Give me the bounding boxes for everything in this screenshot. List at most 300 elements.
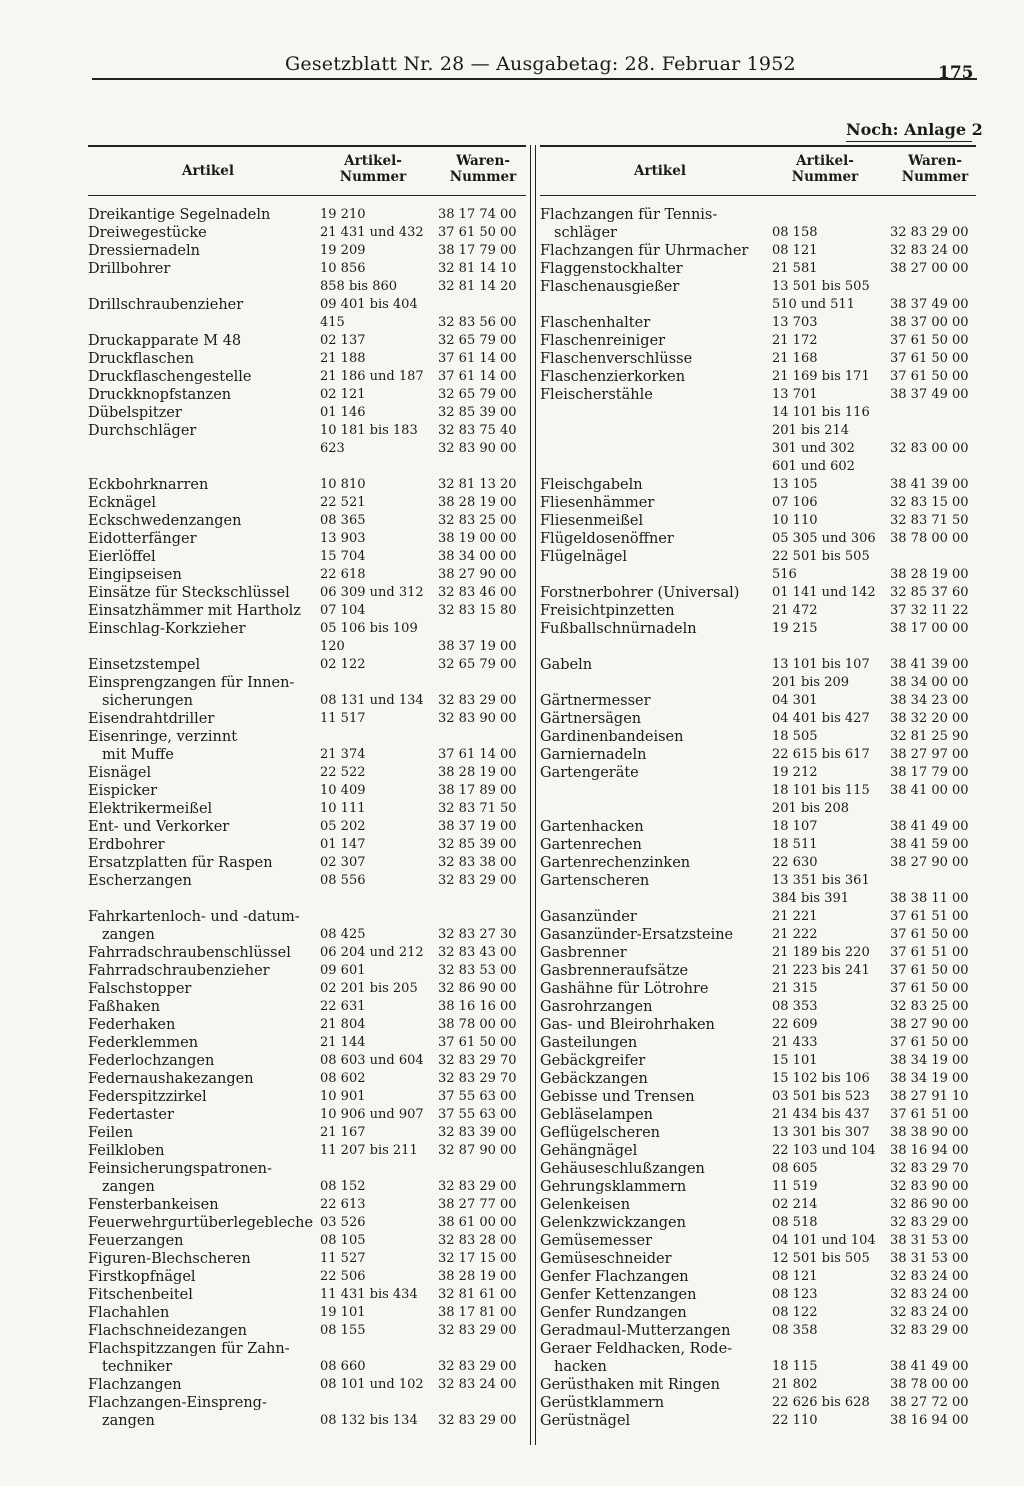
artikel-nummer-cell: 19 209 xyxy=(320,243,366,258)
artikel-nummer-cell: 18 115 xyxy=(772,1359,818,1374)
artikel-cell: Ent- und Verkorker xyxy=(88,819,230,835)
artikel-cell: Gartengeräte xyxy=(540,765,639,781)
artikel-nummer-cell: 09 401 bis 404 xyxy=(320,297,418,312)
table-row xyxy=(540,566,976,584)
artikel-cell: Feinsicherungspatronen- xyxy=(88,1161,272,1177)
table-row xyxy=(540,1070,976,1088)
artikel-cell: Garniernadeln xyxy=(540,747,647,763)
artikel-cell: Drillschraubenzieher xyxy=(88,297,244,313)
artikel-cell: Forstnerbohrer (Universal) xyxy=(540,585,740,601)
table-header xyxy=(540,145,976,196)
table-row xyxy=(88,1232,526,1250)
artikel-nummer-cell: 21 144 xyxy=(320,1035,366,1050)
artikel-cell: Federklemmen xyxy=(88,1035,199,1051)
table-row xyxy=(540,584,976,602)
waren-nummer-cell: 32 83 29 70 xyxy=(438,1053,517,1068)
artikel-cell: Genfer Kettenzangen xyxy=(540,1287,697,1303)
artikel-cell: Gelenkzwickzangen xyxy=(540,1215,686,1231)
table-row xyxy=(540,1016,976,1034)
table-row xyxy=(88,1070,526,1088)
waren-nummer-cell: 38 16 94 00 xyxy=(890,1143,969,1158)
page-header-title: Gesetzblatt Nr. 28 — Ausgabetag: 28. Februar 1952 xyxy=(285,53,796,75)
left-table xyxy=(88,145,526,1430)
artikel-cell: Einsatzhämmer mit Hartholz xyxy=(88,603,301,619)
artikel-nummer-cell: 623 xyxy=(320,441,345,456)
table-row xyxy=(540,728,976,746)
artikel-nummer-cell: 08 353 xyxy=(772,999,818,1014)
table-row xyxy=(88,1142,526,1160)
waren-nummer-cell: 38 37 19 00 xyxy=(438,819,517,834)
artikel-nummer-cell: 13 501 bis 505 xyxy=(772,279,870,294)
header-artikel: Artikel xyxy=(633,163,687,179)
artikel-nummer-cell: 10 409 xyxy=(320,783,366,798)
artikel-nummer-cell: 19 210 xyxy=(320,207,366,222)
artikel-nummer-cell: 510 und 511 xyxy=(772,297,855,312)
artikel-cell: Feuerzangen xyxy=(88,1233,184,1249)
waren-nummer-cell: 38 78 00 00 xyxy=(438,1017,517,1032)
artikel-nummer-cell: 21 433 xyxy=(772,1035,818,1050)
table-header xyxy=(88,145,526,196)
artikel-nummer-cell: 13 703 xyxy=(772,315,818,330)
artikel-nummer-cell: 21 222 xyxy=(772,927,818,942)
waren-nummer-cell: 38 27 97 00 xyxy=(890,747,969,762)
artikel-cell: Dressiernadeln xyxy=(88,243,200,259)
waren-nummer-cell: 38 19 00 00 xyxy=(438,531,517,546)
artikel-nummer-cell: 08 556 xyxy=(320,873,366,888)
artikel-nummer-cell: 21 221 xyxy=(772,909,818,924)
table-row xyxy=(88,476,526,494)
artikel-cell: Geraer Feldhacken, Rode- xyxy=(540,1341,733,1357)
artikel-nummer-cell: 04 101 und 104 xyxy=(772,1233,876,1248)
artikel-nummer-cell: 04 301 xyxy=(772,693,818,708)
artikel-cell: Flaschenreiniger xyxy=(540,333,666,349)
waren-nummer-cell: 38 16 16 00 xyxy=(438,999,517,1014)
artikel-nummer-cell: 06 204 und 212 xyxy=(320,945,424,960)
artikel-nummer-cell: 516 xyxy=(772,567,797,582)
table-row xyxy=(88,1106,526,1124)
waren-nummer-cell: 32 83 90 00 xyxy=(438,711,517,726)
table-row xyxy=(540,1322,976,1340)
waren-nummer-cell: 32 83 90 00 xyxy=(890,1179,969,1194)
artikel-nummer-cell: 21 804 xyxy=(320,1017,366,1032)
waren-nummer-cell: 32 83 29 00 xyxy=(890,1215,969,1230)
waren-nummer-cell: 37 61 50 00 xyxy=(890,927,969,942)
artikel-nummer-cell: 19 212 xyxy=(772,765,818,780)
artikel-cell: Flachahlen xyxy=(88,1305,170,1321)
waren-nummer-cell: 38 28 19 00 xyxy=(438,495,517,510)
artikel-nummer-cell: 10 111 xyxy=(320,801,366,816)
artikel-nummer-cell: 22 506 xyxy=(320,1269,366,1284)
artikel-cell: Genfer Flachzangen xyxy=(540,1269,689,1285)
waren-nummer-cell: 38 27 91 10 xyxy=(890,1089,969,1104)
artikel-cell: Gasbrenner xyxy=(540,945,627,961)
artikel-cell: Gebäckgreifer xyxy=(540,1053,646,1069)
artikel-cell: Gehrungsklammern xyxy=(540,1179,687,1195)
waren-nummer-cell: 37 61 50 00 xyxy=(890,963,969,978)
table-row xyxy=(88,1034,526,1052)
artikel-nummer-cell: 08 518 xyxy=(772,1215,818,1230)
artikel-nummer-cell: 08 121 xyxy=(772,1269,818,1284)
table-row xyxy=(88,656,526,674)
table-row xyxy=(88,1124,526,1142)
waren-nummer-cell: 38 41 49 00 xyxy=(890,819,969,834)
table-row xyxy=(540,1250,976,1268)
artikel-cell: Dreiwegestücke xyxy=(88,225,207,241)
waren-nummer-cell: 32 83 71 50 xyxy=(890,513,969,528)
artikel-cell: Flaschenzierkorken xyxy=(540,369,686,385)
artikel-nummer-cell: 09 601 xyxy=(320,963,366,978)
artikel-cell: Feilkloben xyxy=(88,1143,165,1159)
artikel-nummer-cell: 05 305 und 306 xyxy=(772,531,876,546)
table-row xyxy=(540,782,976,800)
artikel-cell: Eispicker xyxy=(88,783,158,799)
waren-nummer-cell: 38 37 00 00 xyxy=(890,315,969,330)
waren-nummer-cell: 32 83 25 00 xyxy=(890,999,969,1014)
waren-nummer-cell: 32 83 90 00 xyxy=(438,441,517,456)
artikel-cell: Flachzangen für Tennis- xyxy=(540,207,718,223)
header-artikel: Artikel xyxy=(181,163,235,179)
waren-nummer-cell: 32 87 90 00 xyxy=(438,1143,517,1158)
waren-nummer-cell: 37 61 50 00 xyxy=(438,1035,517,1050)
waren-nummer-cell: 32 83 75 40 xyxy=(438,423,517,438)
header-artikel-nummer: Artikel- Nummer xyxy=(339,153,407,185)
table-row xyxy=(540,944,976,962)
artikel-nummer-cell: 201 bis 214 xyxy=(772,423,850,438)
artikel-cell: Gartenrechenzinken xyxy=(540,855,691,871)
waren-nummer-cell: 32 81 14 20 xyxy=(438,279,517,294)
table-row xyxy=(540,1232,976,1250)
waren-nummer-cell: 32 81 61 00 xyxy=(438,1287,517,1302)
artikel-cell: Flaggenstockhalter xyxy=(540,261,683,277)
waren-nummer-cell: 38 34 23 00 xyxy=(890,693,969,708)
table-row xyxy=(540,908,976,926)
artikel-nummer-cell: 08 605 xyxy=(772,1161,818,1176)
table-row xyxy=(540,674,976,692)
artikel-nummer-cell: 18 107 xyxy=(772,819,818,834)
artikel-cell: Einsprengzangen für Innen- xyxy=(88,675,295,691)
table-row xyxy=(540,854,976,872)
artikel-cell: Dreikantige Segelnadeln xyxy=(88,207,271,223)
artikel-cell: Flachzangen für Uhrmacher xyxy=(540,243,749,259)
table-row xyxy=(540,332,976,350)
artikel-cell: Gemüseschneider xyxy=(540,1251,672,1267)
table-row xyxy=(88,584,526,602)
artikel-cell: Eierlöffel xyxy=(88,549,156,565)
artikel-cell: Gebäckzangen xyxy=(540,1071,648,1087)
waren-nummer-cell: 38 17 74 00 xyxy=(438,207,517,222)
artikel-cell: Gasanzünder-Ersatzsteine xyxy=(540,927,734,943)
header-rule xyxy=(92,78,977,80)
artikel-nummer-cell: 02 214 xyxy=(772,1197,818,1212)
artikel-nummer-cell: 08 122 xyxy=(772,1305,818,1320)
artikel-nummer-cell: 07 104 xyxy=(320,603,366,618)
waren-nummer-cell: 38 17 81 00 xyxy=(438,1305,517,1320)
table-row xyxy=(540,1196,976,1214)
artikel-nummer-cell: 08 602 xyxy=(320,1071,366,1086)
table-row xyxy=(540,404,976,422)
table-row xyxy=(88,1376,526,1394)
waren-nummer-cell: 32 83 39 00 xyxy=(438,1125,517,1140)
waren-nummer-cell: 38 17 79 00 xyxy=(438,243,517,258)
table-row xyxy=(540,1052,976,1070)
table-row xyxy=(540,1106,976,1124)
table-row xyxy=(88,1286,526,1304)
artikel-cell: zangen xyxy=(102,1179,155,1195)
artikel-nummer-cell: 13 903 xyxy=(320,531,366,546)
artikel-cell: hacken xyxy=(554,1359,607,1375)
artikel-nummer-cell: 03 526 xyxy=(320,1215,366,1230)
table-row xyxy=(540,386,976,404)
table-row xyxy=(88,818,526,836)
table-row xyxy=(540,764,976,782)
artikel-nummer-cell: 22 626 bis 628 xyxy=(772,1395,870,1410)
artikel-cell: Fußballschnürnadeln xyxy=(540,621,697,637)
waren-nummer-cell: 32 83 27 30 xyxy=(438,927,517,942)
waren-nummer-cell: 38 27 90 00 xyxy=(438,567,517,582)
waren-nummer-cell: 32 83 25 00 xyxy=(438,513,517,528)
page-number: 175 xyxy=(938,63,974,83)
waren-nummer-cell: 32 65 79 00 xyxy=(438,333,517,348)
artikel-cell: Gemüsemesser xyxy=(540,1233,652,1249)
table-row xyxy=(88,728,526,746)
table-row xyxy=(88,1268,526,1286)
artikel-nummer-cell: 07 106 xyxy=(772,495,818,510)
artikel-nummer-cell: 21 431 und 432 xyxy=(320,225,424,240)
artikel-nummer-cell: 08 660 xyxy=(320,1359,366,1374)
waren-nummer-cell: 37 61 50 00 xyxy=(890,333,969,348)
table-row xyxy=(540,458,976,476)
artikel-nummer-cell: 13 101 bis 107 xyxy=(772,657,870,672)
table-row xyxy=(88,674,526,692)
artikel-cell: Geflügelscheren xyxy=(540,1125,661,1141)
artikel-cell: Erdbohrer xyxy=(88,837,165,853)
artikel-nummer-cell: 22 609 xyxy=(772,1017,818,1032)
waren-nummer-cell: 32 83 29 00 xyxy=(438,1359,517,1374)
waren-nummer-cell: 38 78 00 00 xyxy=(890,1377,969,1392)
artikel-cell: Fleischgabeln xyxy=(540,477,643,493)
artikel-nummer-cell: 08 358 xyxy=(772,1323,818,1338)
waren-nummer-cell: 32 83 43 00 xyxy=(438,945,517,960)
artikel-cell: Fliesenhämmer xyxy=(540,495,655,511)
artikel-cell: Druckflaschen xyxy=(88,351,194,367)
waren-nummer-cell: 37 61 14 00 xyxy=(438,747,517,762)
waren-nummer-cell: 32 83 24 00 xyxy=(890,243,969,258)
table-row xyxy=(540,818,976,836)
annex-rule xyxy=(846,141,972,142)
table-row xyxy=(540,746,976,764)
waren-nummer-cell: 38 28 19 00 xyxy=(890,567,969,582)
waren-nummer-cell: 38 17 89 00 xyxy=(438,783,517,798)
table-row xyxy=(540,710,976,728)
artikel-cell: Eckschwedenzangen xyxy=(88,513,242,529)
artikel-nummer-cell: 21 434 bis 437 xyxy=(772,1107,870,1122)
artikel-nummer-cell: 384 bis 391 xyxy=(772,891,850,906)
artikel-cell: Druckknopfstanzen xyxy=(88,387,232,403)
waren-nummer-cell: 32 85 39 00 xyxy=(438,837,517,852)
artikel-cell: Eisnägel xyxy=(88,765,152,781)
artikel-nummer-cell: 22 613 xyxy=(320,1197,366,1212)
artikel-cell: Gartenrechen xyxy=(540,837,642,853)
waren-nummer-cell: 38 38 11 00 xyxy=(890,891,969,906)
table-row xyxy=(88,1214,526,1232)
artikel-cell: Gartenscheren xyxy=(540,873,650,889)
artikel-nummer-cell: 08 101 und 102 xyxy=(320,1377,424,1392)
header-artikel-nummer: Artikel- Nummer xyxy=(791,153,859,185)
artikel-cell: Druckapparate M 48 xyxy=(88,333,242,349)
waren-nummer-cell: 32 83 29 00 xyxy=(438,693,517,708)
table-row xyxy=(540,1304,976,1322)
table-row xyxy=(88,1322,526,1340)
table-row xyxy=(88,908,526,926)
artikel-cell: sicherungen xyxy=(102,693,193,709)
waren-nummer-cell: 32 83 29 00 xyxy=(438,1323,517,1338)
artikel-nummer-cell: 120 xyxy=(320,639,345,654)
artikel-nummer-cell: 03 501 bis 523 xyxy=(772,1089,870,1104)
artikel-cell: Escherzangen xyxy=(88,873,192,889)
waren-nummer-cell: 38 34 19 00 xyxy=(890,1053,969,1068)
waren-nummer-cell: 32 83 71 50 xyxy=(438,801,517,816)
waren-nummer-cell: 32 83 29 00 xyxy=(438,873,517,888)
table-row xyxy=(88,638,526,656)
table-row xyxy=(540,1358,976,1376)
artikel-cell: Eidotterfänger xyxy=(88,531,197,547)
artikel-cell: Gardinenbandeisen xyxy=(540,729,684,745)
header-waren-nummer: Waren- Nummer xyxy=(449,153,517,185)
waren-nummer-cell: 38 37 49 00 xyxy=(890,387,969,402)
table-row xyxy=(540,476,976,494)
table-row xyxy=(540,1340,976,1358)
table-row xyxy=(540,620,976,638)
table-row xyxy=(88,1358,526,1376)
artikel-cell: Gartenhacken xyxy=(540,819,644,835)
artikel-cell: Fitschenbeitel xyxy=(88,1287,193,1303)
artikel-nummer-cell: 21 172 xyxy=(772,333,818,348)
waren-nummer-cell: 32 83 00 00 xyxy=(890,441,969,456)
artikel-cell: Federtaster xyxy=(88,1107,174,1123)
artikel-nummer-cell: 08 425 xyxy=(320,927,366,942)
artikel-nummer-cell: 08 158 xyxy=(772,225,818,240)
table-row xyxy=(540,422,976,440)
table-row xyxy=(88,1394,526,1412)
table-row xyxy=(540,494,976,512)
artikel-cell: zangen xyxy=(102,1413,155,1429)
waren-nummer-cell: 32 86 90 00 xyxy=(438,981,517,996)
waren-nummer-cell: 37 55 63 00 xyxy=(438,1089,517,1104)
artikel-nummer-cell: 02 307 xyxy=(320,855,366,870)
artikel-nummer-cell: 21 167 xyxy=(320,1125,366,1140)
artikel-nummer-cell: 10 110 xyxy=(772,513,818,528)
table-row xyxy=(88,944,526,962)
table-row xyxy=(540,1286,976,1304)
artikel-cell: Geradmaul-Mutterzangen xyxy=(540,1323,731,1339)
waren-nummer-cell: 32 81 14 10 xyxy=(438,261,517,276)
artikel-cell: techniker xyxy=(102,1359,173,1375)
table-row xyxy=(88,854,526,872)
waren-nummer-cell: 37 61 50 00 xyxy=(438,225,517,240)
artikel-cell: Fliesenmeißel xyxy=(540,513,644,529)
waren-nummer-cell: 32 17 15 00 xyxy=(438,1251,517,1266)
artikel-cell: Flaschenhalter xyxy=(540,315,651,331)
artikel-nummer-cell: 18 505 xyxy=(772,729,818,744)
table-row xyxy=(88,1052,526,1070)
annex-label: Noch: Anlage 2 xyxy=(846,120,983,139)
artikel-nummer-cell: 13 351 bis 361 xyxy=(772,873,870,888)
artikel-nummer-cell: 05 106 bis 109 xyxy=(320,621,418,636)
artikel-nummer-cell: 13 701 xyxy=(772,387,818,402)
artikel-nummer-cell: 22 521 xyxy=(320,495,366,510)
table-row xyxy=(540,242,976,260)
artikel-nummer-cell: 22 618 xyxy=(320,567,366,582)
artikel-nummer-cell: 08 365 xyxy=(320,513,366,528)
artikel-cell: Elektrikermeißel xyxy=(88,801,213,817)
table-row xyxy=(88,368,526,386)
artikel-nummer-cell: 10 856 xyxy=(320,261,366,276)
waren-nummer-cell: 37 61 51 00 xyxy=(890,909,969,924)
table-row xyxy=(540,1412,976,1430)
table-row xyxy=(540,1178,976,1196)
artikel-nummer-cell: 415 xyxy=(320,315,345,330)
table-row xyxy=(88,872,526,890)
artikel-nummer-cell: 02 122 xyxy=(320,657,366,672)
artikel-nummer-cell: 11 519 xyxy=(772,1179,818,1194)
artikel-cell: Firstkopfnägel xyxy=(88,1269,196,1285)
artikel-nummer-cell: 10 181 bis 183 xyxy=(320,423,418,438)
waren-nummer-cell: 38 41 49 00 xyxy=(890,1359,969,1374)
waren-nummer-cell: 38 41 00 00 xyxy=(890,783,969,798)
artikel-cell: Figuren-Blechscheren xyxy=(88,1251,251,1267)
table-row xyxy=(88,242,526,260)
artikel-cell: Gelenkeisen xyxy=(540,1197,631,1213)
table-row xyxy=(540,296,976,314)
artikel-cell: Eisendrahtdriller xyxy=(88,711,215,727)
artikel-cell: Gerüstnägel xyxy=(540,1413,631,1429)
table-row xyxy=(540,224,976,242)
artikel-nummer-cell: 11 207 bis 211 xyxy=(320,1143,418,1158)
waren-nummer-cell: 37 61 50 00 xyxy=(890,981,969,996)
waren-nummer-cell: 38 27 00 00 xyxy=(890,261,969,276)
artikel-cell: Eckbohrknarren xyxy=(88,477,209,493)
artikel-nummer-cell: 22 522 xyxy=(320,765,366,780)
table-row xyxy=(88,1196,526,1214)
artikel-nummer-cell: 19 101 xyxy=(320,1305,366,1320)
table-row xyxy=(88,602,526,620)
waren-nummer-cell: 38 34 00 00 xyxy=(890,675,969,690)
waren-nummer-cell: 32 83 29 00 xyxy=(890,1323,969,1338)
artikel-nummer-cell: 21 188 xyxy=(320,351,366,366)
artikel-nummer-cell: 22 501 bis 505 xyxy=(772,549,870,564)
artikel-cell: Eisenringe, verzinnt xyxy=(88,729,238,745)
artikel-nummer-cell: 01 147 xyxy=(320,837,366,852)
artikel-nummer-cell: 08 152 xyxy=(320,1179,366,1194)
table-row xyxy=(88,260,526,278)
table-row xyxy=(88,440,526,458)
table-row xyxy=(540,836,976,854)
waren-nummer-cell: 38 41 39 00 xyxy=(890,657,969,672)
artikel-nummer-cell: 21 472 xyxy=(772,603,818,618)
artikel-cell: Gasrohrzangen xyxy=(540,999,653,1015)
waren-nummer-cell: 37 61 51 00 xyxy=(890,1107,969,1122)
waren-nummer-cell: 32 83 56 00 xyxy=(438,315,517,330)
waren-nummer-cell: 32 86 90 00 xyxy=(890,1197,969,1212)
artikel-cell: Gashähne für Lötrohre xyxy=(540,981,709,997)
table-row xyxy=(88,296,526,314)
table-row xyxy=(88,980,526,998)
artikel-nummer-cell: 201 bis 209 xyxy=(772,675,850,690)
table-row xyxy=(540,872,976,890)
waren-nummer-cell: 32 83 53 00 xyxy=(438,963,517,978)
table-row xyxy=(88,278,526,296)
artikel-nummer-cell: 12 501 bis 505 xyxy=(772,1251,870,1266)
